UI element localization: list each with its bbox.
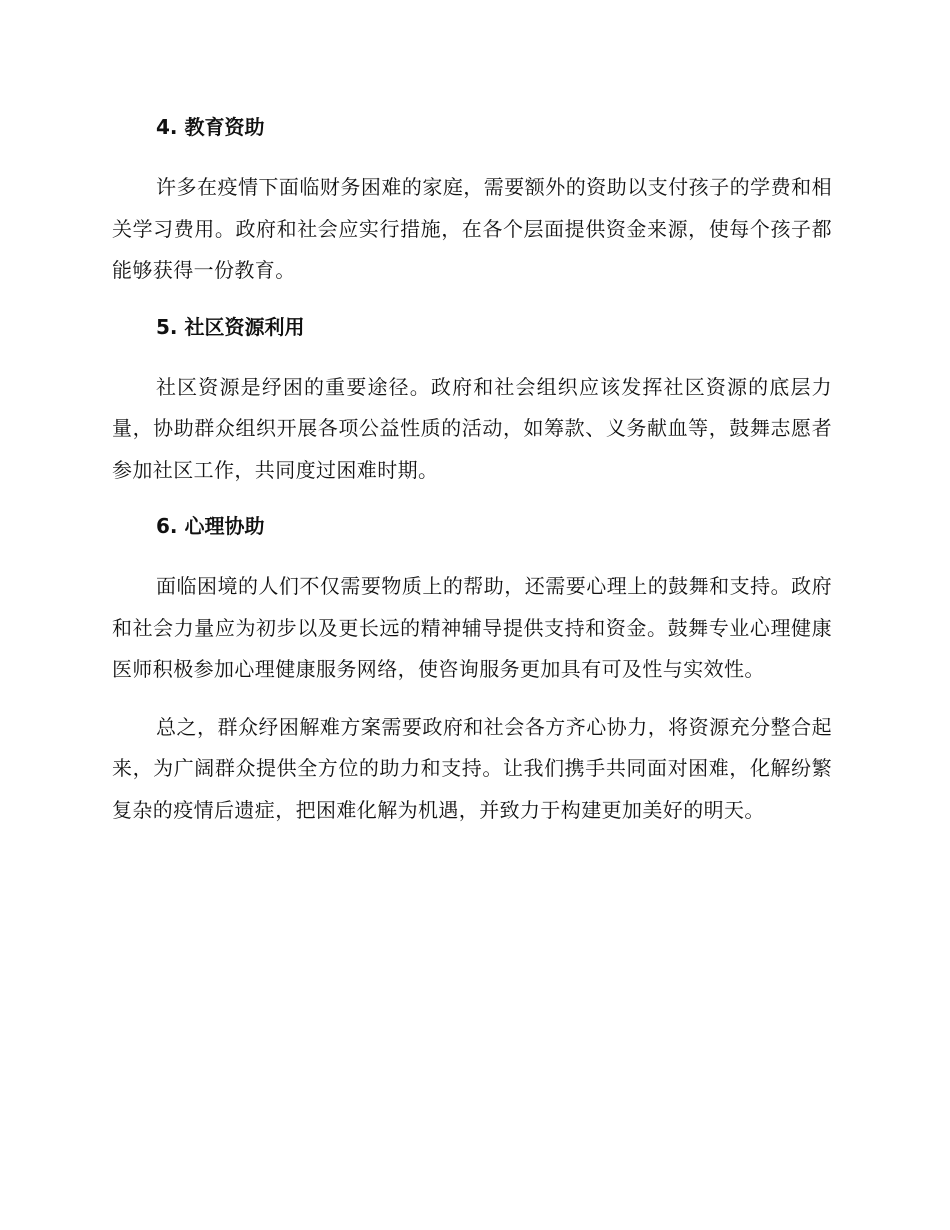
section-paragraph-education-aid: 许多在疫情下面临财务困难的家庭，需要额外的资助以支付孩子的学费和相关学习费用。政府和社会应实行措施，在各个层面提供资金来源，使每个孩子都能够获得一份教育。 bbox=[112, 175, 832, 282]
section-heading-psychological-help: 6. 心理协助 bbox=[156, 514, 265, 538]
section-paragraph-community-resources: 社区资源是纾困的重要途径。政府和社会组织应该发挥社区资源的底层力量，协助群众组织开展各项公益性质的活动，如筹款、义务献血等，鼓舞志愿者参加社区工作，共同度过困难时期。 bbox=[112, 374, 832, 482]
section-heading-education-aid: 4. 教育资助 bbox=[156, 115, 265, 139]
section-heading-community-resources: 5. 社区资源利用 bbox=[156, 314, 305, 339]
section-paragraph-psychological-help: 面临困境的人们不仅需要物质上的帮助，还需要心理上的鼓舞和支持。政府和社会力量应为初步以及更长远的精神辅导提供支持和资金。鼓舞专业心理健康医师积极参加心理健康服务网络，使咨询服务更加具有可及性与实效性。 bbox=[112, 574, 832, 681]
document-body bbox=[112, 108, 832, 847]
conclusion-paragraph: 总之，群众纾困解难方案需要政府和社会各方齐心协力，将资源充分整合起来，为广阔群众提供全方位的助力和支持。让我们携手共同面对困难，化解纷繁复杂的疫情后遗症，把困难化解为机遇，并致力于构建更加美好的明天。 bbox=[112, 714, 832, 822]
